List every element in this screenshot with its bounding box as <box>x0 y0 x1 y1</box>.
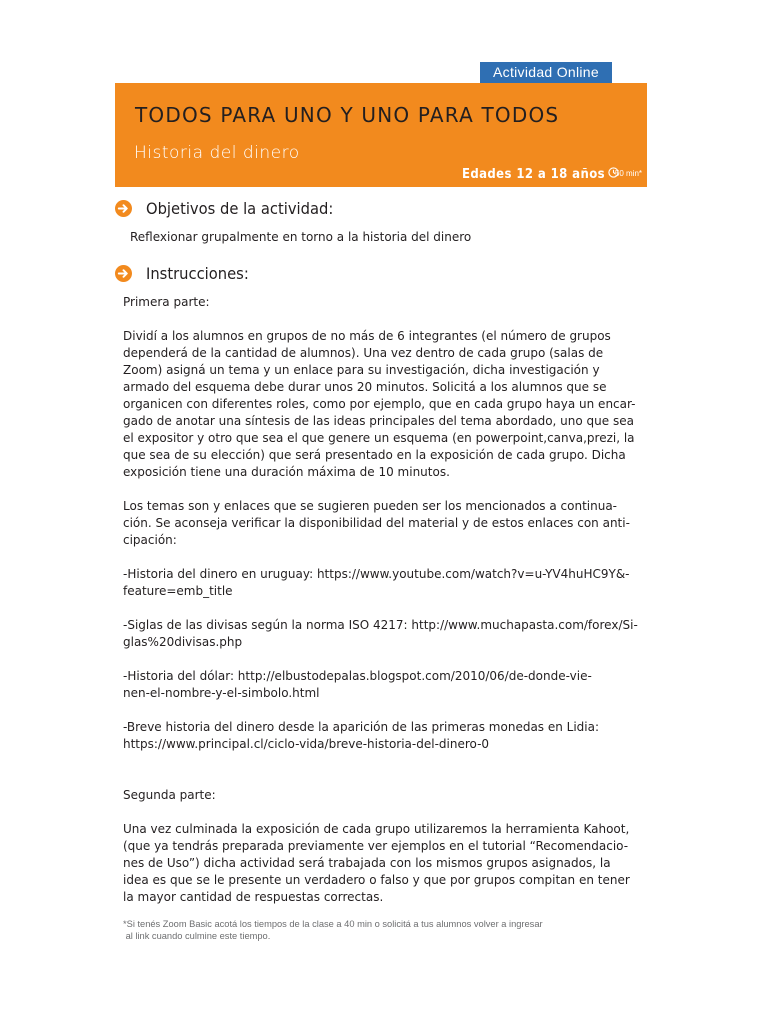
part2-line: Una vez culminada la exposición de cada grupo utilizaremos la herramienta Kahoot, <box>123 822 630 836</box>
part1-line: organicen con diferentes roles, como por ejemplo, que en cada grupo haya un encar- <box>123 397 636 411</box>
part1-line: dependerá de la cantidad de alumnos). Una vez dentro de cada grupo (salas de <box>123 346 604 360</box>
part1-line: Dividí a los alumnos en grupos de no más de 6 integrantes (el número de grupos <box>123 329 611 343</box>
link-line: -Siglas de las divisas según la norma ISO 4217: http://www.muchapasta.com/forex/Si- <box>123 618 638 632</box>
part1-line: que sea de su elección) que será presentado en la exposición de cada grupo. Dicha <box>123 448 626 462</box>
objectives-text: Reflexionar grupalmente en torno a la historia del dinero <box>130 230 472 244</box>
link-line: https://www.principal.cl/ciclo-vida/breve-historia-del-dinero-0 <box>123 737 490 751</box>
activity-tag: Actividad Online <box>480 62 612 83</box>
part2-line: (que ya tendrás preparada previamente ver ejemplos en el tutorial “Recomendacio- <box>123 839 629 853</box>
instructions-heading-text: Instrucciones: <box>146 264 249 283</box>
part2-line: idea es que se le presente un verdadero o falso y que por grupos compitan en tener <box>123 873 630 887</box>
part2-line: nes de Uso”) dicha actividad será trabajada con los mismos grupos asignados, la <box>123 856 611 870</box>
link-line: glas%20divisas.php <box>123 635 243 649</box>
arrow-bullet-icon <box>115 200 132 217</box>
part1-line: el expositor y otro que sea el que genere un esquema (en powerpoint,canva,prezi, la <box>123 431 635 445</box>
age-range: Edades 12 a 18 años <box>461 167 605 182</box>
objectives-heading <box>115 199 350 218</box>
duration-label: 50 min* <box>614 169 642 178</box>
part1-line: exposición tiene una duración máxima de 10 minutos. <box>123 465 450 479</box>
title-banner <box>115 83 647 187</box>
objectives-heading-text: Objetivos de la actividad: <box>146 199 334 218</box>
topics-line: Los temas son y enlaces que se sugieren pueden ser los mencionados a continua- <box>123 499 617 513</box>
link-line: nen-el-nombre-y-el-simbolo.html <box>123 686 320 700</box>
part2-line: la mayor cantidad de respuestas correctas. <box>123 890 384 904</box>
instructions-body <box>123 294 643 906</box>
part1-line: gado de anotar una síntesis de las ideas principales del tema abordado, uno que sea <box>123 414 634 428</box>
activity-title: TODOS PARA UNO Y UNO PARA TODOS <box>135 103 560 127</box>
link-line: feature=emb_title <box>123 584 233 598</box>
link-line: -Historia del dinero en uruguay: https://www.youtube.com/watch?v=u-YV4huHC9Y&- <box>123 567 630 581</box>
topics-line: ción. Se aconseja verificar la disponibilidad del material y de estos enlaces con anti- <box>123 516 630 530</box>
part1-line: armado del esquema debe durar unos 20 minutos. Solicitá a los alumnos que se <box>123 380 607 394</box>
part2-title: Segunda parte: <box>123 788 216 802</box>
instructions-heading <box>115 264 258 283</box>
part1-title: Primera parte: <box>123 295 210 309</box>
activity-subtitle: Historia del dinero <box>134 143 300 163</box>
link-line: -Historia del dólar: http://elbustodepalas.blogspot.com/2010/06/de-donde-vie- <box>123 669 592 683</box>
footnote-line: al link cuando culmine este tiempo. <box>123 931 271 941</box>
footnote <box>123 918 643 942</box>
part1-line: Zoom) asigná un tema y un enlace para su investigación, dicha investigación y <box>123 363 600 377</box>
footnote-line: *Si tenés Zoom Basic acotá los tiempos de la clase a 40 min o solicitá a tus alumnos volver a ingresar <box>123 919 543 929</box>
topics-line: cipación: <box>123 533 177 547</box>
arrow-bullet-icon <box>115 265 132 282</box>
link-line: -Breve historia del dinero desde la aparición de las primeras monedas en Lidia: <box>123 720 600 734</box>
